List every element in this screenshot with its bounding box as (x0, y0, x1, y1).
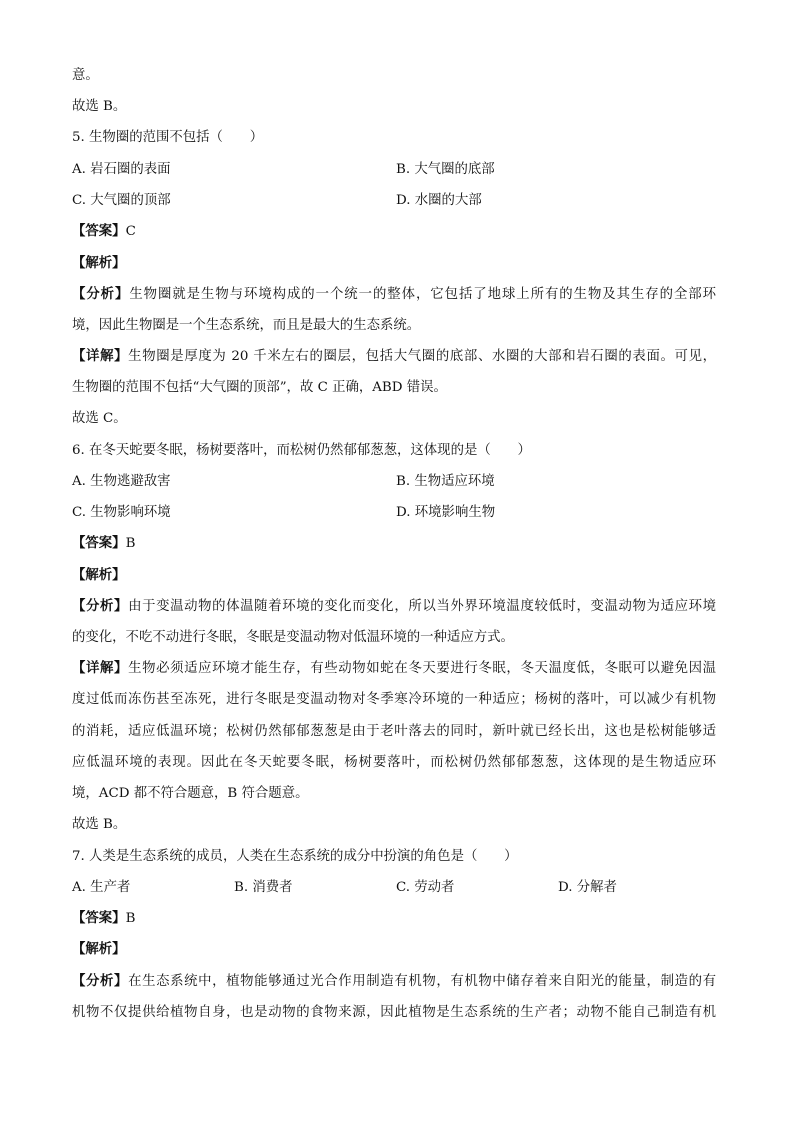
answer-label: 【答案】 (72, 535, 126, 551)
question-6-detail-line-5: 境，ACD 都不符合题意，B 符合题意。 (72, 786, 309, 801)
question-7-option-d: D. 分解者 (558, 880, 617, 895)
question-6-analysis-line-2: 的变化，不吃不动进行冬眠，冬眠是变温动物对低温环境的一种适应方式。 (72, 630, 514, 645)
answer-label: 【答案】 (72, 910, 126, 926)
question-7-option-b: B. 消费者 (234, 880, 293, 895)
question-6-detail-line-4 (72, 756, 716, 769)
detail-text: 生物必须适应环境才能生存，有些动物如蛇在冬天要进行冬眠，冬天温度低，冬眠可以避免因温 (128, 661, 717, 676)
question-5-choice: 故选 C。 (72, 411, 127, 426)
question-6-option-b: B. 生物适应环境 (396, 474, 495, 489)
answer-value: B (125, 911, 136, 926)
question-7-option-c: C. 劳动者 (396, 880, 455, 895)
analysis-text: 由于变温动物的体温随着环境的变化而变化，所以当外界环境温度较低时，变温动物为适应环境 (128, 599, 717, 614)
question-5-option-d: D. 水圈的大部 (396, 193, 482, 208)
question-5-option-b: B. 大气圈的底部 (396, 162, 495, 177)
question-6-option-c: C. 生物影响环境 (72, 505, 171, 520)
analysis-text: 生物圈就是生物与环境构成的一个统一的整体，它包括了地球上所有的生物及其生存的全部环 (129, 287, 716, 302)
analysis-text: 在生态系统中，植物能够通过光合作用制造有机物，有机物中储存着来自阳光的能量，制造的有 (128, 974, 717, 989)
question-6-option-d: D. 环境影响生物 (396, 505, 496, 520)
question-6-choice: 故选 B。 (72, 817, 127, 832)
question-5-analysis-line-1 (72, 288, 716, 301)
question-6-detail-line-3 (72, 725, 716, 738)
question-5-option-a: A. 岩石圈的表面 (72, 162, 171, 177)
analysis-label: 【分析】 (72, 973, 129, 989)
answer-value: B (125, 536, 136, 551)
analysis-label: 【分析】 (72, 598, 129, 614)
question-6-detail-line-2 (72, 693, 716, 706)
question-5-detail-line-2: 生物圈的范围不包括“大气圈的顶部”，故 C 正确，ABD 错误。 (72, 380, 447, 395)
question-6-detail-line-1 (72, 662, 716, 675)
detail-text: 度过低而冻伤甚至冻死，进行冬眠是变温动物对冬季寒冷环境的一种适应；杨树的落叶，可以减少有机物 (72, 692, 716, 707)
answer-label: 【答案】 (72, 223, 126, 239)
detail-text: 应低温环境的表现。因此在冬天蛇要冬眠，杨树要落叶，而松树仍然郁郁葱葱，这体现的是生物适应环 (72, 755, 716, 770)
question-6-stem: 6. 在冬天蛇要冬眠，杨树要落叶，而松树仍然郁郁葱葱，这体现的是（ ） (72, 443, 531, 458)
question-5-detail-line-1 (72, 350, 716, 363)
question-6-option-a: A. 生物逃避敌害 (72, 474, 171, 489)
detail-label: 【详解】 (72, 348, 129, 364)
question-6-answer (72, 537, 135, 550)
question-7-option-a: A. 生产者 (72, 880, 131, 895)
question-6-analysis-line-1 (72, 600, 716, 613)
question-5-option-c: C. 大气圈的顶部 (72, 193, 171, 208)
detail-label: 【详解】 (72, 660, 129, 676)
question-5-answer (72, 225, 136, 238)
detail-text: 生物圈是厚度为 20 千米左右的圈层，包括大气圈的底部、水圈的大部和岩石圈的表面。可见， (128, 349, 716, 364)
question-7-analysis-line-1 (72, 975, 716, 988)
answer-value: C (125, 224, 136, 239)
question-7-analysis-line-2 (72, 1006, 716, 1019)
analysis-label: 【分析】 (72, 286, 130, 302)
analysis-text: 机物不仅提供给植物自身，也是动物的食物来源，因此植物是生态系统的生产者；动物不能自己制造有机 (72, 1005, 716, 1020)
detail-text: 的消耗，适应低温环境；松树仍然郁郁葱葱是由于老叶落去的同时，新叶就已经长出，这也是松树能够适 (72, 724, 716, 739)
question-5-stem: 5. 生物圈的范围不包括（ ） (72, 130, 264, 145)
text-line: 意。 (72, 68, 99, 83)
analysis-heading: 【解析】 (72, 567, 126, 583)
analysis-heading: 【解析】 (72, 941, 126, 957)
analysis-heading: 【解析】 (72, 255, 126, 271)
question-5-analysis-line-2: 境，因此生物圈是一个生态系统，而且是最大的生态系统。 (72, 318, 421, 333)
question-7-stem: 7. 人类是生态系统的成员，人类在生态系统的成分中扮演的角色是（ ） (72, 849, 518, 864)
question-7-answer (72, 912, 135, 925)
choice-line: 故选 B。 (72, 99, 127, 114)
